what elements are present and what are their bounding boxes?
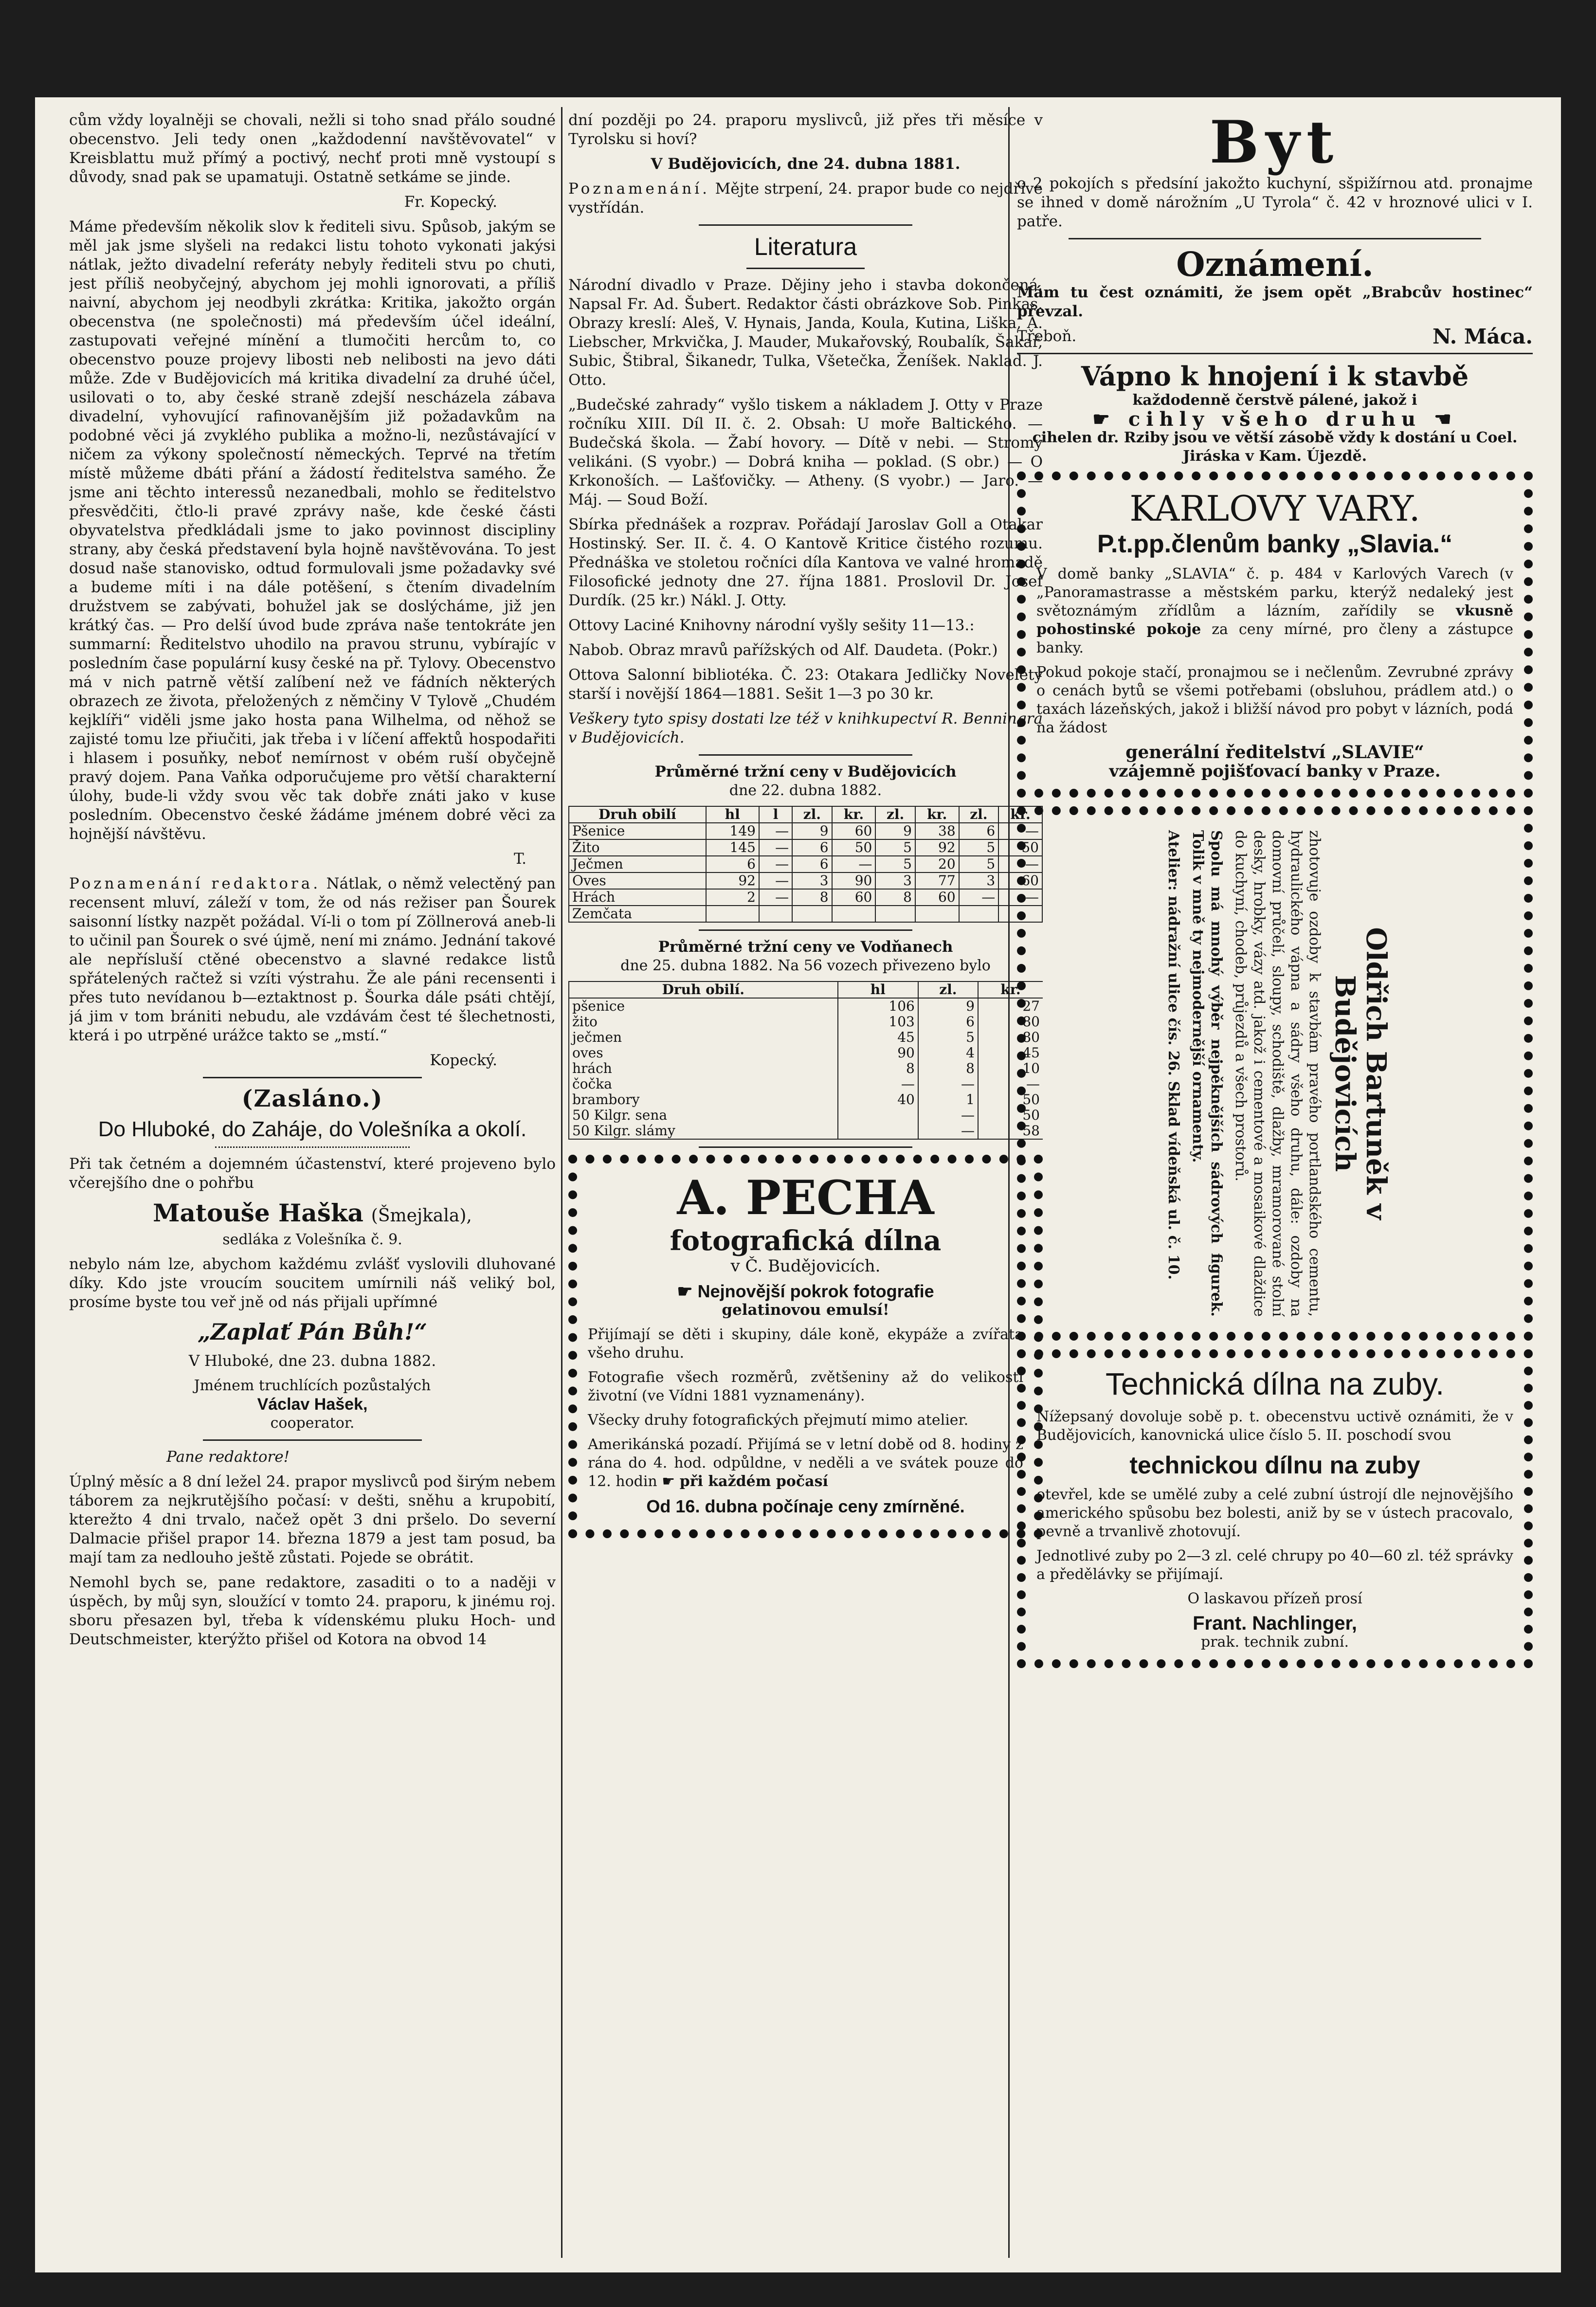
table-row bbox=[569, 906, 1042, 922]
table-row bbox=[569, 1030, 1043, 1045]
table-cell: čočka bbox=[569, 1076, 838, 1092]
hand-icon: ☛ bbox=[662, 1473, 675, 1490]
column-rule bbox=[561, 107, 562, 2258]
oznameni-text: Mám tu čest oznámiti, že jsem opět „Brabcův hostinec“ převzal. bbox=[1017, 284, 1533, 320]
table-cell: Žito bbox=[569, 839, 706, 856]
table-cell: 3 bbox=[875, 872, 915, 889]
pecha-text: Fotografie všech rozměrů, zvětšeniny až do velikosti životní (ve Vídni 1881 vyznamenány). bbox=[588, 1369, 1023, 1404]
table-cell: — bbox=[918, 1123, 978, 1139]
table-cell: — bbox=[759, 839, 792, 856]
table-cell: 8 bbox=[792, 889, 832, 906]
table-cell: 92 bbox=[915, 839, 959, 856]
table-header-cell: hl bbox=[706, 806, 759, 823]
letter-text: Nemohl bych se, pane redaktore, zasaditi o to a naději v úspěch, by můj syn, sloužící v tomto 24. praporu, k jinému roj. sboru přesazen byl, třeba k vídenskému pluku Hoch- und Deutschmeister, kterýžto přišel od Kotora na obvod 14 bbox=[69, 1574, 556, 1648]
notice-date: V Hluboké, dne 23. dubna 1882. bbox=[188, 1352, 436, 1370]
notice-signature-title: cooperator. bbox=[270, 1415, 355, 1432]
pecha-headline: ☛ Nejnovější pokrok fotografie bbox=[677, 1281, 934, 1301]
kv-subtitle: P.t.pp.členům banky „Slavia.“ bbox=[1097, 530, 1453, 558]
divider bbox=[699, 754, 912, 756]
table-cell: 50 bbox=[998, 839, 1042, 856]
table-cell: 58 bbox=[978, 1123, 1043, 1139]
table-cell: 80 bbox=[978, 1014, 1043, 1030]
column-middle bbox=[568, 111, 1043, 2253]
table-header-cell: Druh obilí bbox=[569, 806, 706, 823]
table-cell: hrách bbox=[569, 1061, 838, 1076]
dental-signature-title: prak. technik zubní. bbox=[1200, 1634, 1349, 1651]
table-cell: 20 bbox=[915, 856, 959, 872]
kv-text: Pokud pokoje stačí, pronajmou se i nečlenům. Zevrubné zprávy o cenách bytů se všemi potřebami (obsluhou, prádlem atd.) o taxách lázeňských, jakož i bližší návod pro pobyt v lázních, podá na žádost bbox=[1036, 664, 1513, 736]
pecha-headline-2: gelatinovou emulsí! bbox=[722, 1301, 889, 1319]
table-cell bbox=[838, 1108, 918, 1123]
table-cell: 3 bbox=[792, 872, 832, 889]
column-left bbox=[69, 111, 556, 2253]
table-cell: 80 bbox=[978, 1030, 1043, 1045]
table-cell: — bbox=[832, 856, 876, 872]
byt-text: o 2 pokojích s předsíní jakožto kuchyní, sšpižírnou atd. pronajme se ihned v domě nárožním „U Tyrola“ č. 42 v hroznové ulici v I. patře. bbox=[1017, 175, 1533, 230]
thanks-quote: „Zaplať Pán Bůh!“ bbox=[198, 1319, 427, 1345]
hand-icon: ☛ bbox=[677, 1281, 698, 1301]
table-cell: 5 bbox=[959, 856, 999, 872]
table-cell: — bbox=[759, 856, 792, 872]
table-header-cell: kr. bbox=[832, 806, 876, 823]
hand-icon: ☚ bbox=[1421, 408, 1457, 431]
table-cell: 6 bbox=[792, 839, 832, 856]
section-heading-zaslano: (Zasláno.) bbox=[241, 1085, 383, 1112]
signature: Kopecký. bbox=[430, 1052, 497, 1069]
table-cell bbox=[759, 906, 792, 922]
dental-headline: technickou dílnu na zuby bbox=[1129, 1452, 1420, 1479]
table-cell: 60 bbox=[998, 872, 1042, 889]
table-cell: 9 bbox=[792, 823, 832, 839]
table-cell: 6 bbox=[918, 1014, 978, 1030]
table-cell: Pšenice bbox=[569, 823, 706, 839]
table-cell: 45 bbox=[838, 1030, 918, 1045]
pecha-text: Amerikánská pozadí. Přijímá se v letní době od 8. hodiny z rána do 4. hod. odpůldne, v neděli a ve svátek pouze do 12. hodin ☛ při každém počasí bbox=[588, 1436, 1023, 1490]
pecha-text: Všecky druhy fotografických přejmutí mimo atelier. bbox=[588, 1412, 969, 1429]
dental-title: Technická dílna na zuby. bbox=[1105, 1366, 1445, 1401]
notice-heading: Do Hluboké, do Zaháje, do Volešníka a okolí. bbox=[98, 1117, 527, 1141]
table-cell: 103 bbox=[838, 1014, 918, 1030]
kv-signature: generální ředitelství „SLAVIE“ bbox=[1125, 742, 1424, 763]
ornament bbox=[215, 1146, 410, 1148]
table-cell: 145 bbox=[706, 839, 759, 856]
table-cell: 60 bbox=[832, 823, 876, 839]
price-table-title: Průměrné tržní ceny v Budějovicích bbox=[654, 763, 957, 781]
literature-heading: Literatura bbox=[754, 233, 857, 260]
pecha-text: Přijímají se děti i skupiny, dále koně, ekypáže a zvířata všeho druhu. bbox=[588, 1326, 1023, 1362]
table-cell: — bbox=[918, 1076, 978, 1092]
cihly-line: ☛ cihly všeho druhu ☚ bbox=[1092, 408, 1457, 431]
table-cell: Zemčata bbox=[569, 906, 706, 922]
table-cell: — bbox=[759, 872, 792, 889]
table-row bbox=[569, 1108, 1043, 1123]
table-cell: — bbox=[918, 1108, 978, 1123]
divider bbox=[699, 224, 912, 226]
table-cell: 90 bbox=[838, 1045, 918, 1061]
price-table-date: dne 25. dubna 1882. Na 56 vozech přivezeno bylo bbox=[620, 957, 991, 974]
karlovy-vary-advert bbox=[1017, 472, 1533, 798]
table-header-cell: zl. bbox=[792, 806, 832, 823]
deceased-name: Matouše Haška (Šmejkala), bbox=[153, 1199, 472, 1227]
table-cell bbox=[706, 906, 759, 922]
table-cell bbox=[838, 1123, 918, 1139]
vapno-subtitle: každodenně čerstvě pálené, jakož i bbox=[1132, 392, 1417, 409]
table-cell: 27 bbox=[978, 998, 1043, 1014]
table-cell: 4 bbox=[918, 1045, 978, 1061]
price-table-vodnany bbox=[568, 981, 1043, 1140]
table-cell: — bbox=[998, 823, 1042, 839]
dental-advert bbox=[1017, 1349, 1533, 1668]
table-cell: 50 bbox=[832, 839, 876, 856]
table-row bbox=[569, 839, 1042, 856]
divider bbox=[203, 1077, 422, 1078]
table-header-cell: hl bbox=[838, 981, 918, 998]
table-cell: 60 bbox=[915, 889, 959, 906]
table-cell bbox=[792, 906, 832, 922]
table-cell: 10 bbox=[978, 1061, 1043, 1076]
table-cell: 38 bbox=[915, 823, 959, 839]
table-cell: Ječmen bbox=[569, 856, 706, 872]
letter-text: dní později po 24. praporu myslivců, již přes tři měsíce v Tyrolsku si hoví? bbox=[568, 111, 1043, 148]
bartunek-advert bbox=[1017, 806, 1533, 1341]
table-row bbox=[569, 856, 1042, 872]
table-cell: oves bbox=[569, 1045, 838, 1061]
table-cell bbox=[915, 906, 959, 922]
table-cell: — bbox=[998, 856, 1042, 872]
table-cell bbox=[959, 906, 999, 922]
dental-text: Jednotlivé zuby po 2—3 zl. celé chrupy po 40—60 zl. též správky a předělávky se přijímají. bbox=[1036, 1547, 1513, 1583]
table-row bbox=[569, 1092, 1043, 1108]
table-cell: — bbox=[978, 1076, 1043, 1092]
table-cell: 8 bbox=[918, 1061, 978, 1076]
pecha-footer: Od 16. dubna počínaje ceny zmírněné. bbox=[646, 1496, 965, 1516]
oznameni-heading: Oznámení. bbox=[1176, 245, 1374, 284]
table-header-cell: zl. bbox=[959, 806, 999, 823]
table-header-cell: zl. bbox=[875, 806, 915, 823]
table-header-cell: l bbox=[759, 806, 792, 823]
divider bbox=[1069, 238, 1481, 239]
dental-signature: Frant. Nachlinger, bbox=[1193, 1613, 1357, 1634]
letter-note: Poznamenání. Mějte strpení, 24. prapor bude co nejdříve vystřídán. bbox=[568, 180, 1043, 217]
table-cell: 2 bbox=[706, 889, 759, 906]
table-cell: 40 bbox=[838, 1092, 918, 1108]
table-cell: 5 bbox=[918, 1030, 978, 1045]
table-row bbox=[569, 1123, 1043, 1139]
hand-icon: ☛ bbox=[1092, 408, 1128, 431]
divider bbox=[1017, 353, 1533, 354]
oznameni-footer: Třeboň. N. Máca. bbox=[1017, 325, 1533, 348]
kv-signature-2: vzájemně pojišťovací banky v Praze. bbox=[1109, 762, 1441, 781]
table-cell: 5 bbox=[875, 839, 915, 856]
table-cell: 9 bbox=[875, 823, 915, 839]
bartunek-name: Oldřich Bartuněk v Budějovicích bbox=[1329, 927, 1392, 1220]
table-cell: 3 bbox=[959, 872, 999, 889]
kv-title: KARLOVY VARY. bbox=[1129, 488, 1420, 529]
price-table-budejovice bbox=[568, 806, 1043, 923]
editor-note-text: Nátlak, o němž velectěný pan recensent mluví, záleží v tom, že od nás režiser pan Šourek saisonní lístky nazpět požádal. Ví-li o tom pí Zöllnerová aneb-li to učinil pan Šourek o své újmě, není mi známo. Jednání takové ale nepřísluší ctěné obecenstvo a slavné redakce listů spřátelených račtež si vzíti výstrahu. Že ale páni recensenti i přes tuto nevídanou b—eztaktnost p. Šourka dále psáti chtějí, já jim v tom brániti nebudu, ale vzdávám čest té šlechetnosti, která i po utrpěné urážce takto se „mstí.“ bbox=[69, 875, 556, 1044]
article-text: Máme především několik slov k řediteli sivu. Spůsob, jakým se měl jak jsme slyšeli na redakci listu tohoto vykonati jakýsi nátlak, ježto divadelní referáty nebyly řediteli stvu po chuti, jest příliš neobyčejný, abychom jej mohli ignorovati, a příliš naivní, abychom jej neodbyli zkrátka: Kritika, jakožto orgán obecenstva (ne společnosti) má především účel ideální, zastupovati veřejné mínění a tlumočiti hercům to, co obecenstvo pouze projevy libosti neb nelibosti na jevo dáti může. Zde v Budějovicích má kritika divadelní za druhé účel, usilovati o to, aby české straně zdejší nescházela zábava divadelní, vyhovující rafinovanějším již požadavkům na podobné věci já zvyklého publika a možno-li, nezůstávající v ničem za výkony společností německých. Teprvé na třetím místě můžeme dbáti přání a žádostí ředitelstva samého. Že jsme ani těchto interessů nezanedbali, mohlo se ředitelstvo přesvědčiti, čtlo-li pravé zprávy naše, kde české části obyvatelstva předkládali jsme to jako povinnost discipliny strany, aby česká představení byla hojně navštěvována. To jest dosud naše stanovisko, odtud formulovali jsme požadavky své a budeme míti i na dále potěšení, s čtením divadelním družstvem se zabývati, bohužel jak se doslýcháme, již jen krátký čas. — Pro delší úvod bude zpráva naše tentokráte jen summarní: Ředitelstvo uhodilo na pravou strunu, vybírajíc v posledním čase populární kusy české na př. Tylovy. Obecenstvo má v nich patrně větší zalíbení než ve fádních některých obrazech ze života, přeložených z němčiny V Tylově „Chudém kejklíři“ viděli jsme jako hosta pana Wilhelma, od něhož se zajisté tomu lze přiučiti, jak třeba i v líčení affektů hospodařiti i hlasem i posuňky, neboť nemírnost v obém ruší obyčejně pravý dojem. Pana Vaňka odporučujeme pro větší charakterní úlohy, bude-li vždy svou věc tak dobře znáti jako v kuse posledním. Obecenstvo české žádáme jménem dobré věci za hojnější návštěvu. bbox=[69, 218, 556, 843]
table-cell: 92 bbox=[706, 872, 759, 889]
literature-item: Ottova Salonní bibliotéka. Č. 23: Otakara Jedličky Novelety starší i novější 1864—1881. Sešit 1—3 po 30 kr. bbox=[568, 666, 1043, 703]
table-cell bbox=[875, 906, 915, 922]
letter-salutation: Pane redaktore! bbox=[166, 1448, 290, 1466]
divider bbox=[699, 929, 912, 931]
table-cell: 50 bbox=[978, 1108, 1043, 1123]
literature-item: Sbírka přednášek a rozprav. Pořádají Jaroslav Goll a Otakar Hostinský. Ser. II. č. 4. O Kantově Kritice čistého rozumu. Přednáška ve stoletou ročníci díla Kantova ve valné hromadě Filosofické jednoty dne 27. října 1881. Proslovil Dr. Josef Durdík. (25 kr.) Nákl. J. Otty. bbox=[568, 516, 1043, 609]
table-cell bbox=[832, 906, 876, 922]
notice-signature: Václav Hašek, bbox=[257, 1395, 368, 1414]
byt-heading: Byt bbox=[1209, 111, 1341, 177]
divider bbox=[699, 1146, 912, 1148]
signature: T. bbox=[514, 850, 526, 868]
table-cell: žito bbox=[569, 1014, 838, 1030]
newspaper-page bbox=[35, 97, 1561, 2272]
table-row bbox=[569, 1045, 1043, 1061]
table-cell: — bbox=[838, 1076, 918, 1092]
column-right bbox=[1017, 111, 1533, 2253]
table-cell: 77 bbox=[915, 872, 959, 889]
table-cell: 8 bbox=[875, 889, 915, 906]
table-header-cell: kr. bbox=[998, 806, 1042, 823]
table-cell: 50 bbox=[978, 1092, 1043, 1108]
table-cell: pšenice bbox=[569, 998, 838, 1014]
table-cell: 50 Kilgr. sena bbox=[569, 1108, 838, 1123]
letter-date: V Budějovicích, dne 24. dubna 1881. bbox=[651, 155, 961, 173]
table-row bbox=[569, 889, 1042, 906]
notice-family: Jménem truchlících pozůstalých bbox=[194, 1377, 431, 1394]
notice-text: nebylo nám lze, abychom každému zvlášť vyslovili dluhované díky. Kdo jste vroucím soucitem umírnili náš veliký bol, prosíme byste tou veř jně od nás přijali upřímné bbox=[69, 1255, 556, 1311]
table-cell: 6 bbox=[959, 823, 999, 839]
pecha-subtitle: fotografická dílna bbox=[670, 1225, 942, 1257]
deceased-detail: sedláka z Volešníka č. 9. bbox=[222, 1231, 402, 1248]
table-cell: 8 bbox=[838, 1061, 918, 1076]
table-row bbox=[569, 872, 1042, 889]
bartunek-text: zhotovuje ozdoby k stavbám pravého portlandského cementu, hydraulického vápna a sádry všeho druhu, dále: ozdoby na domovní průčelí, sloupy, schodiště, dlažby, mramorované stolní desky, hrobky, vázy atd. jakož i cementové a mosaikové dlaždice do kuchyní, chodeb, průjezdů a všech prostorů. bbox=[1232, 830, 1323, 1317]
pecha-name: A. PECHA bbox=[677, 1170, 934, 1225]
divider bbox=[746, 268, 865, 269]
bartunek-rotated-content bbox=[1158, 830, 1392, 1317]
signature: Fr. Kopecký. bbox=[404, 193, 497, 211]
table-cell: brambory bbox=[569, 1092, 838, 1108]
table-cell: Hrách bbox=[569, 889, 706, 906]
literature-item: Národní divadlo v Praze. Dějiny jeho i stavba dokončená. Napsal Fr. Ad. Šubert. Redaktor části obrázkove Sob. Pinkas. Obrazy kreslí: Aleš, V. Hynais, Janda, Koula, Kutina, Liška, A. Liebscher, Mrkvička, J. Mauder, Mukařovský, Roubalík, Šakař, Subic, Štibral, Šikanedr, Tulka, Všetečka, Ženíšek. Naklad. J. Otto. bbox=[568, 276, 1043, 389]
table-header-cell: zl. bbox=[918, 981, 978, 998]
table-row bbox=[569, 1076, 1043, 1092]
table-cell: 6 bbox=[706, 856, 759, 872]
table-header-cell: kr. bbox=[915, 806, 959, 823]
literature-note: Veškery tyto spisy dostati lze též v knihkupectví R. Benningra v Budějovicích. bbox=[568, 710, 1043, 746]
dental-text: O laskavou přízeň prosí bbox=[1187, 1590, 1362, 1607]
table-row bbox=[569, 1061, 1043, 1076]
vapno-text: cihelen dr. Rziby jsou ve větší zásobě vždy k dostání u Coel. Jiráska v Kam. Újezdě. bbox=[1032, 429, 1518, 465]
divider bbox=[203, 1439, 422, 1441]
table-header-cell: kr. bbox=[978, 981, 1043, 998]
pecha-city: v Č. Budějovicích. bbox=[730, 1256, 881, 1276]
table-cell: 106 bbox=[838, 998, 918, 1014]
table-cell: — bbox=[959, 889, 999, 906]
dental-text: Nížepsaný dovoluje sobě p. t. obecenstvu uctivě oznámiti, že v Budějovicích, kanovnická ulice číslo 5. II. poschodí svou bbox=[1036, 1408, 1513, 1444]
notice-text: Při tak četném a dojemném účastenství, které projeveno bylo včerejšího dne o pohřbu bbox=[69, 1155, 556, 1192]
table-cell: ječmen bbox=[569, 1030, 838, 1045]
bartunek-text: Spolu má mnohý výběr nejpěknějších sádrových figurek. Tolik v mně ty nejmodernější ornamenty. bbox=[1189, 830, 1225, 1317]
dental-text: otevřel, kde se umělé zuby a celé zubní ústrojí dle nejnovějšího amerického spůsobu bez bolesti, aniž by se v ústech pracovalo, pevně a trvanlivě zhotovují. bbox=[1036, 1486, 1513, 1540]
table-row bbox=[569, 823, 1042, 839]
table-cell: — bbox=[759, 889, 792, 906]
table-header-cell: Druh obilí. bbox=[569, 981, 838, 998]
table-cell: 6 bbox=[792, 856, 832, 872]
table-cell: 60 bbox=[832, 889, 876, 906]
kv-text: V domě banky „SLAVIA“ č. p. 484 v Karlových Varech (v „Panoramastrasse a městském parku, kterýž nedaleký jest světoznámým zřídlům a lázním, zařídily se vkusně pohostinské pokoje za ceny mírné, pro členy a zástupce banky. bbox=[1036, 565, 1513, 656]
table-cell: 5 bbox=[875, 856, 915, 872]
price-table-title: Průměrné tržní ceny ve Vodňanech bbox=[658, 938, 953, 956]
vapno-heading: Vápno k hnojení i k stavbě bbox=[1081, 361, 1469, 392]
table-cell: 5 bbox=[959, 839, 999, 856]
table-cell: — bbox=[759, 823, 792, 839]
bartunek-address: Atelier: nádražní ulice čís. 26. Sklad vídeňská ul. č. 10. bbox=[1165, 830, 1182, 1280]
table-cell: 45 bbox=[978, 1045, 1043, 1061]
price-table-date: dne 22. dubna 1882. bbox=[729, 782, 882, 799]
table-row bbox=[569, 998, 1043, 1014]
editor-note-lead: Poznamenání redaktora. bbox=[69, 875, 321, 892]
table-cell: Oves bbox=[569, 872, 706, 889]
pecha-advert bbox=[568, 1155, 1043, 1538]
table-cell: 50 Kilgr. slámy bbox=[569, 1123, 838, 1139]
letter-text: Úplný měsíc a 8 dní ležel 24. prapor myslivců pod širým nebem táborem za nejkrutějšího počasí: v dešti, sněhu a krupobití, kterežto 4 dni trvalo, načež opět 3 dni pršelo. Do severní Dalmacie přišel prapor 14. března 1879 a jest tam posud, ba mají tam za nedlouho ještě zůstati. Pojede se obrátit. bbox=[69, 1473, 556, 1566]
table-cell: 9 bbox=[918, 998, 978, 1014]
literature-item: Ottovy Laciné Knihovny národní vyšly sešity 11—13.: bbox=[568, 617, 975, 634]
table-cell: — bbox=[998, 889, 1042, 906]
literature-item: „Budečské zahrady“ vyšlo tiskem a nákladem J. Otty v Praze ročníku XIII. Díl II. č. 2. Obsah: U moře Baltického. — Budečská škola. — Žabí hovory. — Dítě v nebi. — Stromy velikáni. (S vyobr.) — Dobrá kniha — poklad. (S obr.) — O Krkonoších. — Lašťovičky. — Atheny. (S vyobr.) — Jaro. — Máj. — Soud Boží. bbox=[568, 396, 1043, 509]
table-cell: 1 bbox=[918, 1092, 978, 1108]
editor-note bbox=[69, 874, 556, 1045]
table-cell: 149 bbox=[706, 823, 759, 839]
table-cell: 90 bbox=[832, 872, 876, 889]
article-text: cům vždy loyalněji se chovali, nežli si toho snad přálo soudné obecenstvo. Jeli tedy onen „každodenní navštěvovatel“ v Kreisblattu muž přímý a poctivý, nechť proti mně vystoupí s důvody, snad pak se upamatuji. Ostatně setkáme se jinde. bbox=[69, 111, 556, 186]
table-row bbox=[569, 1014, 1043, 1030]
literature-item: Nabob. Obraz mravů pařížských od Alf. Daudeta. (Pokr.) bbox=[568, 641, 998, 659]
